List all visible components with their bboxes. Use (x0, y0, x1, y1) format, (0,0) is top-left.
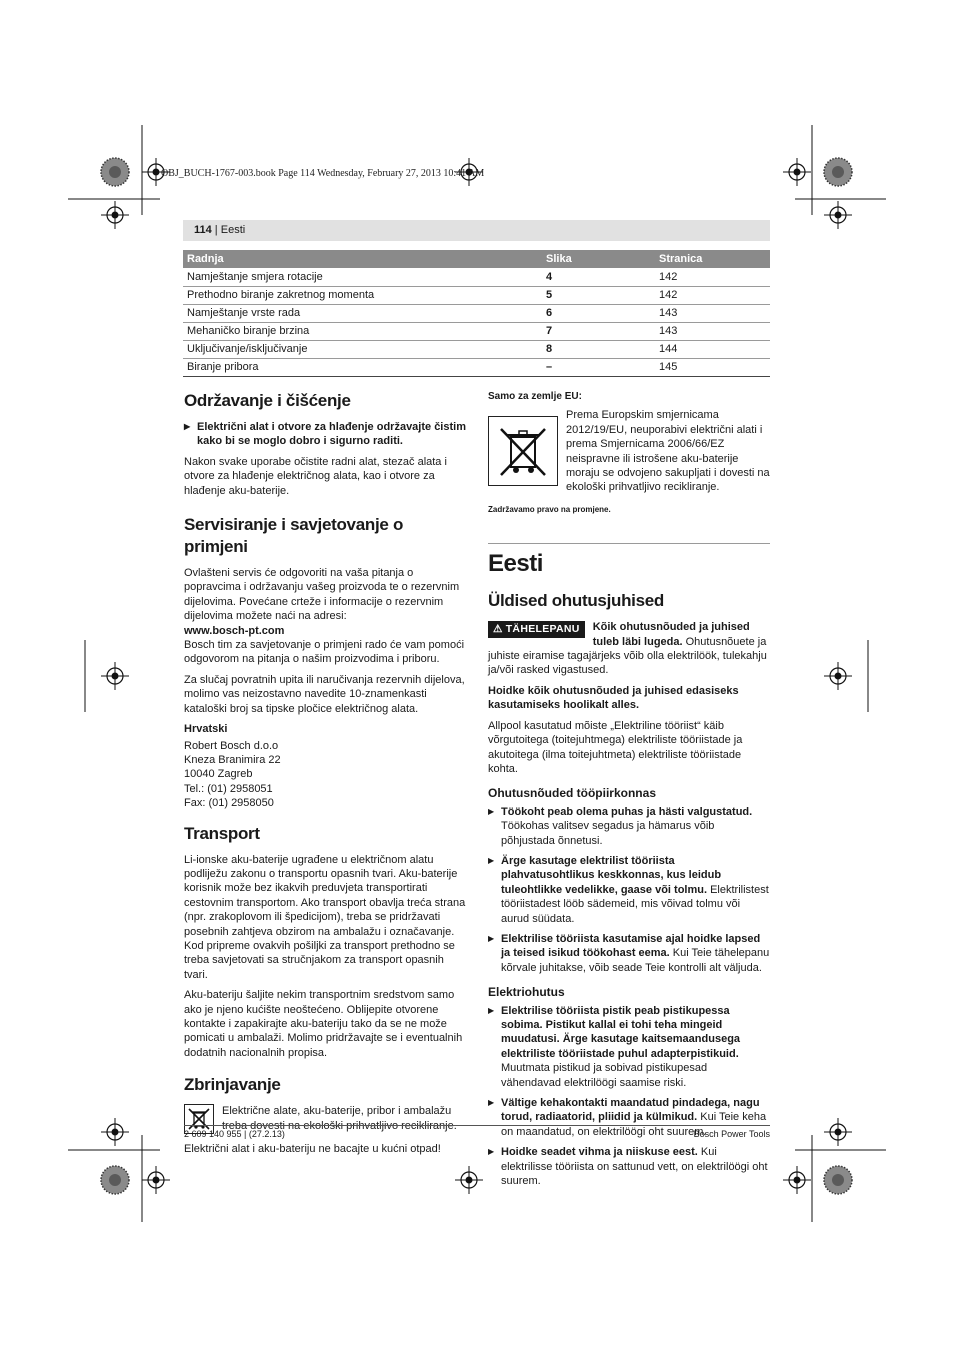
table-header-cell: Slika (542, 250, 655, 268)
bullet-bold: Vältige kehakontakti maandatud pindadega, nagu torud, radiaatorid, pliidid ja külmikud. (501, 1097, 760, 1124)
table-cell: 6 (542, 304, 655, 322)
crossed-bin-icon (488, 416, 558, 486)
maintenance-heading: Održavanje i čišćenje (184, 391, 351, 410)
table-cell: 143 (655, 322, 770, 340)
table-row (183, 268, 770, 286)
table-cell: Uključivanje/isključivanje (183, 340, 542, 358)
service-paragraph: Za slučaj povratnih upita ili naručivanja rezervnih dijelova, molimo vas neizostavno navedite 10-znamenkasti kataloški broj sa tipske pločice električnog alata. (184, 673, 465, 715)
table-cell: 7 (542, 322, 655, 340)
table-cell: Biranje pribora (183, 358, 542, 376)
table-cell: 142 (655, 268, 770, 286)
keep-instructions: Hoidke kõik ohutusnõuded ja juhised edasiseks kasutamiseks hoolikalt alles. (488, 684, 739, 712)
warning-triangle-icon: ⚠ (493, 623, 503, 636)
table-cell: 4 (542, 268, 655, 286)
table-row (183, 358, 770, 376)
safety-bullet (488, 1145, 770, 1188)
table-cell: 144 (655, 340, 770, 358)
operation-table (183, 250, 770, 377)
eu-row (488, 408, 770, 494)
table-header-row (183, 250, 770, 268)
maintenance-text: Nakon svake uporabe očistite radni alat, stezač alata i otvore za hlađenje električnog alata, kao i otvore za hlađenje aku-baterije. (184, 455, 447, 497)
bullet-bold: Ärge kasutage elektrilist tööriista plahvatusohtlikus keskkonnas, kus leidub tuleohtlikke vedelikke, gaase või tolmu. (501, 854, 722, 896)
transport-paragraph: Aku-bateriju šaljite nekim transportnim sredstvom samo ako je njeno kućište neoštećeno. Oblijepite otvorene kontakte i zapakirajte aku-bateriju tako da se ne može pomicati u ambalaži. Molimo pridržavajte se i eventualnih dodatnih nacionalnih propisa. (184, 989, 463, 1059)
safety-heading: Üldised ohutusjuhised (488, 591, 664, 611)
language-heading: Eesti (488, 550, 543, 578)
disposal-text: Električne alate, aku-baterije, pribor i ambalažu treba dovesti na ekološki prihvatljivo recikliranje. (222, 1105, 457, 1132)
section-divider (488, 543, 770, 544)
country-label: Hrvatski (184, 723, 228, 736)
warning-bold-text: Kõik ohutusnõuded ja juhised tuleb läbi lugeda. (592, 621, 750, 648)
safety-bullet (488, 805, 770, 848)
table-cell: – (542, 358, 655, 376)
table-row (183, 322, 770, 340)
page-footer (184, 1125, 770, 1139)
bullet-bold: Töökoht peab olema puhas ja hästi valgustatud. (501, 805, 753, 818)
table-header-cell: Radnja (183, 250, 542, 268)
bullet-text: Elektrilistest tööriistadest lööb sädemeid, mis võivad tolmu või aurud süüdata. (501, 883, 769, 925)
page-number: 114 (194, 224, 212, 236)
address-line: Robert Bosch d.o.o (184, 739, 279, 752)
address-line: 10040 Zagreb (184, 768, 253, 781)
warning-badge (488, 621, 585, 638)
table-cell: 5 (542, 286, 655, 304)
eu-label: Samo za zemlje EU: (488, 391, 582, 402)
table-cell: Prethodno biranje zakretnog momenta (183, 286, 542, 304)
left-column (184, 390, 466, 1163)
table-cell: 142 (655, 286, 770, 304)
right-column (488, 390, 770, 1194)
table-row (183, 304, 770, 322)
address-line: Fax: (01) 2958050 (184, 797, 274, 810)
address-line: Tel.: (01) 2958051 (184, 782, 273, 795)
rights-note: Zadržavamo pravo na promjene. (488, 504, 611, 514)
disposal-heading: Zbrinjavanje (184, 1075, 281, 1095)
warning-paragraph (488, 620, 770, 678)
bullet-text: Töökohas valitsev segadus ja hämarus võib põhjustada õnnetusi. (501, 820, 715, 847)
address-line: Kneza Branimira 22 (184, 753, 281, 766)
work-area-heading: Ohutusnõuded tööpiirkonnas (488, 786, 656, 801)
table-header-cell: Stranica (655, 250, 770, 268)
bullet-bold: Hoidke seadet vihma ja niiskuse eest. (501, 1146, 698, 1159)
footer-right: Bosch Power Tools (693, 1129, 770, 1139)
warning-badge-label: TÄHELEPANU (505, 623, 580, 636)
footer-left: 2 609 140 955 | (27.2.13) (184, 1129, 285, 1139)
table-cell: Mehaničko biranje brzina (183, 322, 542, 340)
bullet-bold: Elektrilise tööriista kasutamise ajal hoidke lapsed ja teised isikud töökohast eema. (501, 932, 761, 960)
bullet-text: Kui elektrilisse tööriista on sattunud vett, on elektrilöögi oht suurem. (501, 1146, 768, 1188)
safety-bullet (488, 854, 770, 926)
bullet-text: Muutmata pistikud ja sobivad pistikupesad vähendavad elektrilöögi saamise riski. (501, 1062, 708, 1089)
bullet-text: Kui Teie tähelepanu kõrvale juhitakse, võib seade Teie kontrolli alt väljuda. (501, 947, 770, 974)
safety-bullet (488, 1004, 770, 1090)
address-block (184, 739, 466, 811)
table-cell: Namještanje smjera rotacije (183, 268, 542, 286)
table-cell: Namještanje vrste rada (183, 304, 542, 322)
service-paragraph: Bosch tim za savjetovanje o primjeni rado će vam pomoći odgovorom na pitanja o našim proizvodima i priboru. (184, 639, 465, 666)
running-head: 114 | Eesti (183, 220, 770, 241)
book-header: OBJ_BUCH-1767-003.book Page 114 Wednesday, February 27, 2013 10:41 AM (161, 168, 485, 179)
warning-text: Ohutusnõuete ja juhiste eiramise tagajärjeks võib olla elektrilöök, tulekahju ja/või rasked vigastused. (488, 635, 767, 677)
table-cell: 145 (655, 358, 770, 376)
term-definition: Allpool kasutatud mõiste „Elektriline tööriist“ käib võrgutoitega (toitejuhtmega) elektriliste tööriistade ja akutoitega (ilma toitejuhtmeta) elektriliste tööriistade kohta. (488, 719, 743, 775)
transport-heading: Transport (184, 823, 260, 843)
table-row (183, 286, 770, 304)
running-head-section: Eesti (220, 224, 246, 236)
bullet-bold: Elektrilise tööriista pistik peab pistikupessa sobima. Pistikut kallal ei tohi teha mingeid muudatusi. Ärge kasutage kaitsemaandusega elektriliste tööriistade puhul adapterpistikuid. (501, 1004, 741, 1060)
service-heading: Servisiranje i savjetovanje o primjeni (184, 515, 404, 557)
disposal-warning: Električni alat i aku-bateriju ne bacajte u kućni otpad! (184, 1143, 441, 1156)
eu-text: Prema Europskim smjernicama 2012/19/EU, neuporabivi električni alati i prema Smjernicama 2006/66/EZ neispravne ili istrošene aku-baterije moraju se odvojeno sakupljati i dovesti na ekološki prihvatljivo recikliranje. (566, 409, 770, 494)
table-row (183, 340, 770, 358)
bullet-text: Kui Teie keha on maandatud, on elektrilöögi oht suurem. (501, 1111, 767, 1138)
table-cell: 143 (655, 304, 770, 322)
service-url: www.bosch-pt.com (184, 624, 285, 637)
maintenance-bullet: ▶ Električni alat i otvore za hlađenje održavajte čistim kako bi se moglo dobro i sigurno raditi. (184, 420, 466, 449)
transport-paragraph: Li-ionske aku-baterije ugrađene u električnom alatu podliježu zakonu o transportu opasnih tvari. Aku-baterije korisnik može bez ikakvih preduvjeta transportirati cestovnim transportom. Ako transport obavlja treća strana (npr. zrakoplovom ili špedicijom), treba se pridržavati posebnih zahtjeva obzirom na ambalažu i označavanje. Kod pripreme ovakvih pošiljki za transport prethodno se treba savjetovati sa stručnjakom za transport opasnih tvari. (184, 853, 466, 981)
table-cell: 8 (542, 340, 655, 358)
safety-bullet (488, 932, 770, 975)
electrical-heading: Elektriohutus (488, 985, 565, 1000)
service-paragraph: Ovlašteni servis će odgovoriti na vaša pitanja o popravcima i održavanju vašeg proizvoda te o rezervnim dijelovima. Povećane crteže i informacije o rezervnim dijelovima možete naći na adresi: (184, 567, 460, 623)
